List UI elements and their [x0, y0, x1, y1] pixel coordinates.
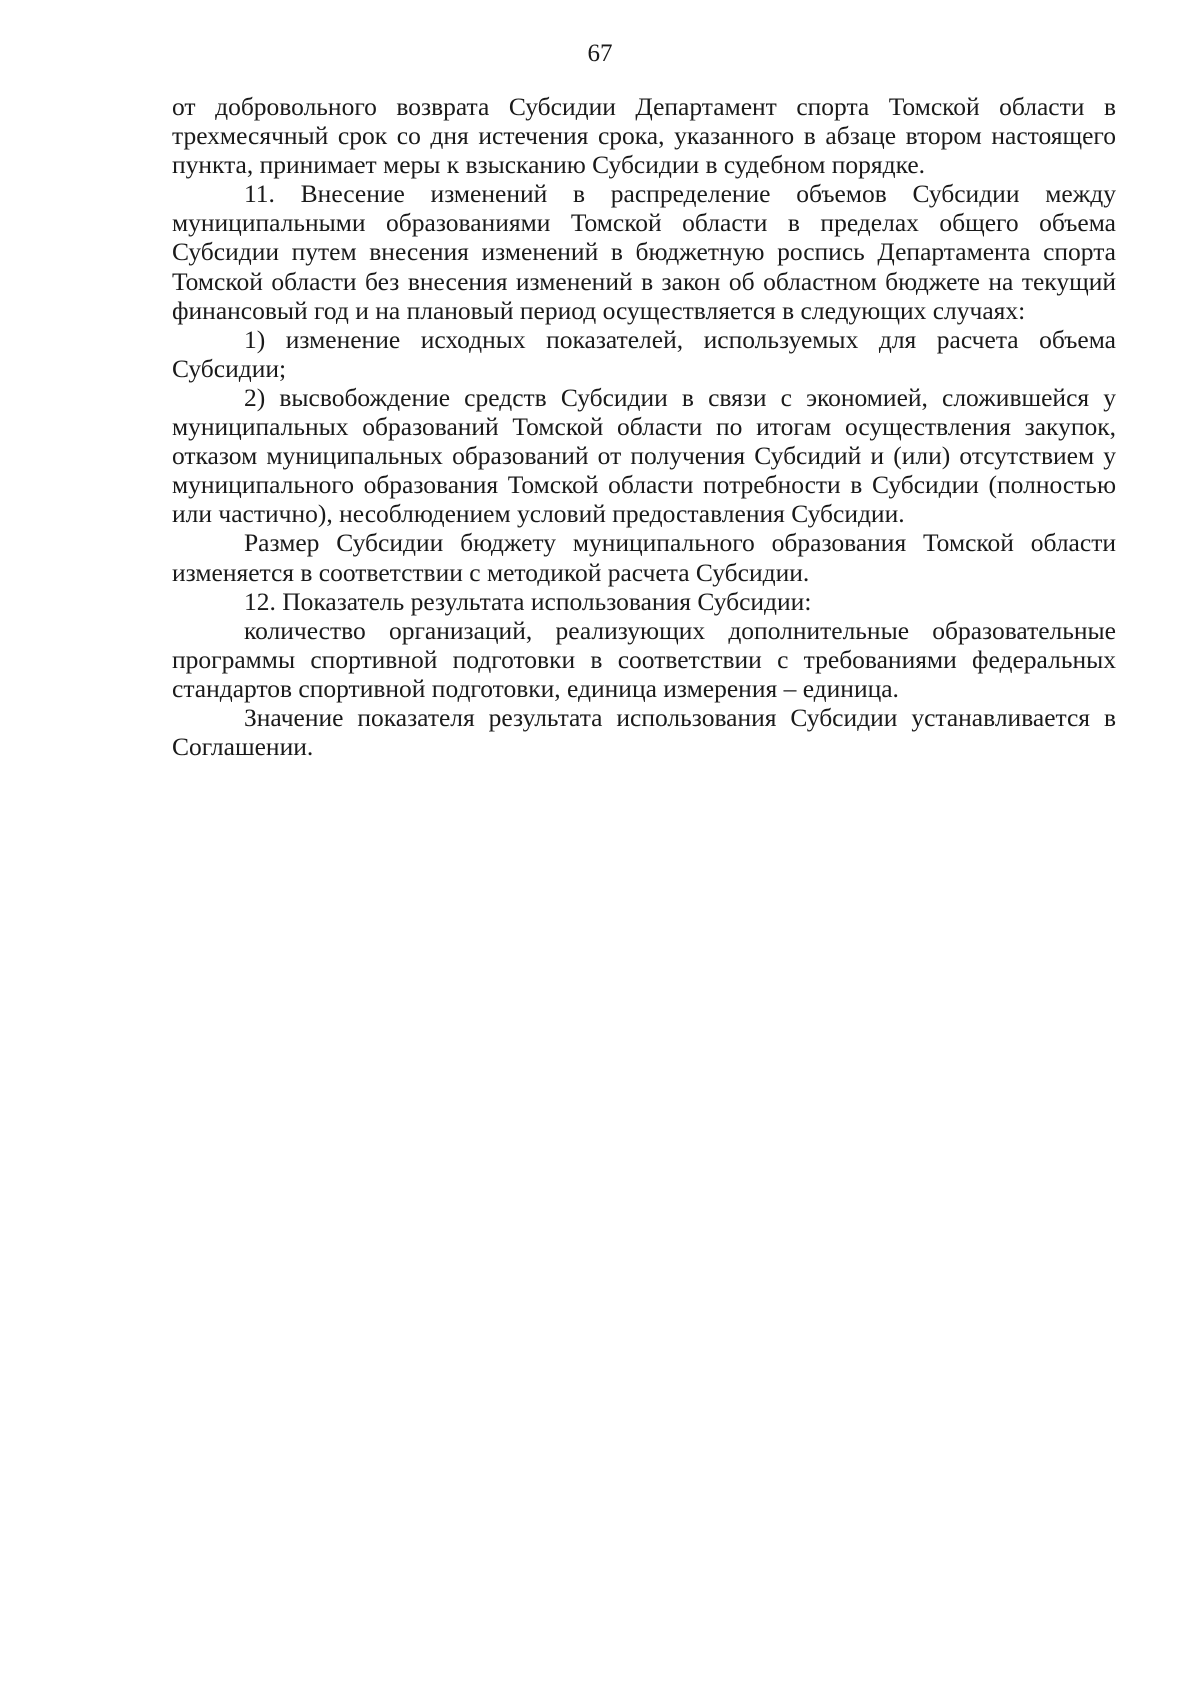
paragraph-indicator-value: Значение показателя результата использования Субсидии устанавливается в Соглашении.: [172, 702, 1116, 762]
paragraph-continuation: от добровольного возврата Субсидии Департамент спорта Томской области в трехмесячный срок со дня истечения срока, указанного в абзаце втором настоящего пункта, принимает меры к взысканию Субсидии в судебном порядке.: [172, 92, 1116, 180]
page-number: 67: [587, 40, 613, 67]
paragraph-item-1: 1) изменение исходных показателей, используемых для расчета объема Субсидии;: [172, 324, 1116, 383]
document-body: [172, 92, 1116, 761]
paragraph-item-2: 2) высвобождение средств Субсидии в связи с экономией, сложившейся у муниципальных образований Томской области по итогам осуществления закупок, отказом муниципальных образований от получения Субсидий и (или) отсутствием у муниципального образования Томской области потребности в Субсидии (полностью или частично), несоблюдением условий предоставления Субсидии.: [172, 382, 1116, 529]
paragraph-subsidy-size: Размер Субсидии бюджету муниципального образования Томской области изменяется в соответствии с методикой расчета Субсидии.: [172, 528, 1116, 587]
paragraph-clause-11: 11. Внесение изменений в распределение объемов Субсидии между муниципальными образованиями Томской области в пределах общего объема Субсидии путем внесения изменений в бюджетную роспись Департамента спорта Томской области без внесения изменений в закон об областном бюджете на текущий финансовый год и на плановый период осуществляется в следующих случаях:: [172, 179, 1116, 325]
paragraph-clause-12: 12. Показатель результата использования Субсидии:: [244, 586, 812, 616]
paragraph-indicator: количество организаций, реализующих дополнительные образовательные программы спортивной подготовки в соответствии с требованиями федеральных стандартов спортивной подготовки, единица измерения – единица.: [172, 615, 1116, 703]
